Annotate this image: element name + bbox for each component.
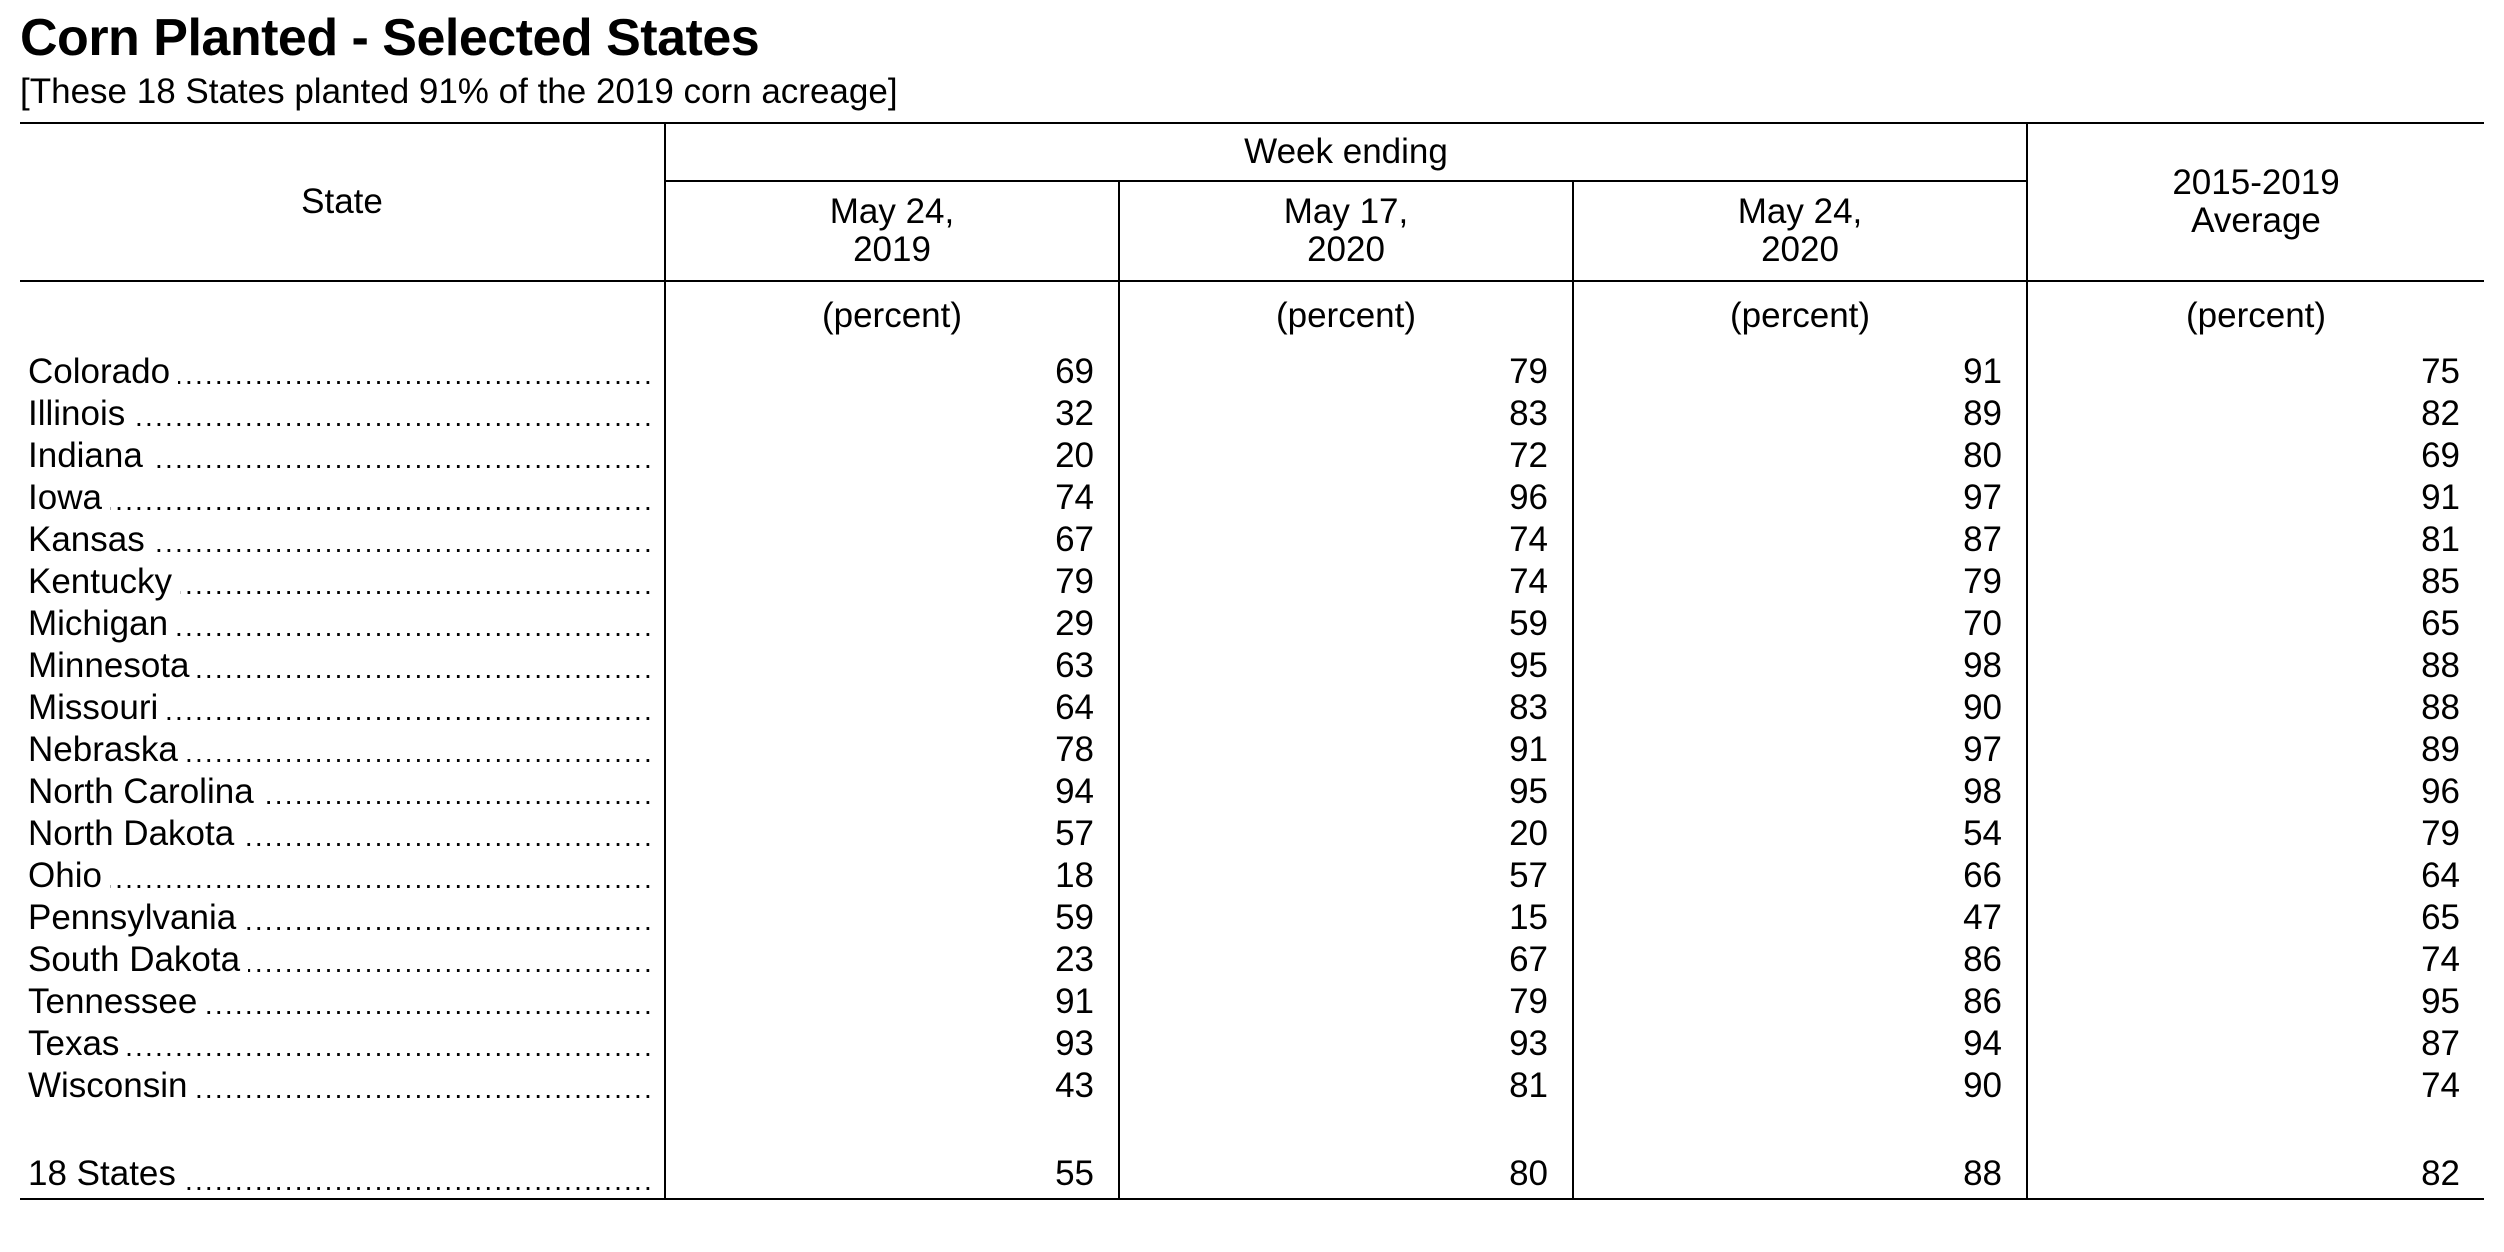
value-cell: 79 — [1119, 980, 1573, 1022]
table-row — [20, 854, 2484, 896]
value-cell: 90 — [1573, 1064, 2027, 1106]
value-cell: 65 — [2027, 896, 2484, 938]
unit-label: (percent) — [2027, 281, 2484, 350]
state-cell — [20, 812, 665, 854]
value-cell: 75 — [2027, 350, 2484, 392]
value-cell: 78 — [665, 728, 1119, 770]
state-column-header: State — [20, 123, 665, 281]
date-header-line1: May 24, — [829, 192, 955, 231]
value-cell: 29 — [665, 602, 1119, 644]
value-cell: 63 — [665, 644, 1119, 686]
state-name: Illinois — [28, 394, 133, 433]
unit-label: (percent) — [1119, 281, 1573, 350]
state-cell — [20, 644, 665, 686]
value-cell: 98 — [1573, 644, 2027, 686]
state-name: Michigan — [28, 604, 176, 643]
table-body — [20, 281, 2484, 1199]
spacer-cell — [1119, 1106, 1573, 1146]
state-cell — [20, 518, 665, 560]
value-cell: 93 — [1119, 1022, 1573, 1064]
date-header-line2: 2020 — [1761, 230, 1839, 269]
table-row — [20, 686, 2484, 728]
value-cell: 80 — [1119, 1146, 1573, 1199]
value-cell: 88 — [2027, 644, 2484, 686]
table-row — [20, 602, 2484, 644]
value-cell: 74 — [1119, 518, 1573, 560]
table-row — [20, 560, 2484, 602]
value-cell: 64 — [665, 686, 1119, 728]
table-row — [20, 980, 2484, 1022]
value-cell: 23 — [665, 938, 1119, 980]
table-row — [20, 1022, 2484, 1064]
table-row — [20, 728, 2484, 770]
page-title: Corn Planted - Selected States — [20, 9, 760, 67]
state-name: Iowa — [28, 478, 110, 517]
value-cell: 87 — [1573, 518, 2027, 560]
value-cell: 74 — [2027, 1064, 2484, 1106]
state-name: North Carolina — [28, 772, 262, 811]
value-cell: 91 — [2027, 476, 2484, 518]
week-ending-header: Week ending — [665, 123, 2027, 181]
state-cell — [20, 602, 665, 644]
value-cell: 79 — [2027, 812, 2484, 854]
unit-label: (percent) — [1573, 281, 2027, 350]
state-name: Kentucky — [28, 562, 180, 601]
value-cell: 86 — [1573, 980, 2027, 1022]
value-cell: 82 — [2027, 392, 2484, 434]
value-cell: 81 — [1119, 1064, 1573, 1106]
state-name: Ohio — [28, 856, 110, 895]
spacer-cell — [1573, 1106, 2027, 1146]
total-row — [20, 1146, 2484, 1199]
spacer-row — [20, 1106, 2484, 1146]
page-subtitle: [These 18 States planted 91% of the 2019 corn acreage] — [20, 72, 898, 111]
value-cell: 66 — [1573, 854, 2027, 896]
spacer-cell — [20, 1106, 665, 1146]
date-header-line1: May 24, — [1737, 192, 1863, 231]
table-row — [20, 392, 2484, 434]
date-column-header — [665, 181, 1119, 281]
value-cell: 67 — [1119, 938, 1573, 980]
spacer-cell — [665, 1106, 1119, 1146]
value-cell: 70 — [1573, 602, 2027, 644]
value-cell: 79 — [1119, 350, 1573, 392]
average-column-header — [2027, 123, 2484, 281]
value-cell: 57 — [1119, 854, 1573, 896]
unit-row — [20, 281, 2484, 350]
value-cell: 65 — [2027, 602, 2484, 644]
state-cell — [20, 854, 665, 896]
value-cell: 69 — [665, 350, 1119, 392]
value-cell: 55 — [665, 1146, 1119, 1199]
state-name: South Dakota — [28, 940, 248, 979]
value-cell: 82 — [2027, 1146, 2484, 1199]
value-cell: 96 — [2027, 770, 2484, 812]
value-cell: 15 — [1119, 896, 1573, 938]
value-cell: 64 — [2027, 854, 2484, 896]
state-cell — [20, 770, 665, 812]
value-cell: 43 — [665, 1064, 1119, 1106]
table-row — [20, 770, 2484, 812]
table-row — [20, 350, 2484, 392]
value-cell: 20 — [665, 434, 1119, 476]
state-cell — [20, 560, 665, 602]
value-cell: 74 — [665, 476, 1119, 518]
value-cell: 91 — [1573, 350, 2027, 392]
value-cell: 79 — [1573, 560, 2027, 602]
state-name: Pennsylvania — [28, 898, 244, 937]
average-header-line1: 2015-2019 — [2172, 163, 2340, 202]
value-cell: 74 — [2027, 938, 2484, 980]
state-name: 18 States — [28, 1154, 184, 1193]
value-cell: 96 — [1119, 476, 1573, 518]
value-cell: 69 — [2027, 434, 2484, 476]
state-name: Wisconsin — [28, 1066, 195, 1105]
value-cell: 89 — [2027, 728, 2484, 770]
value-cell: 91 — [1119, 728, 1573, 770]
date-header-line2: 2020 — [1307, 230, 1385, 269]
state-cell — [20, 728, 665, 770]
value-cell: 79 — [665, 560, 1119, 602]
state-name: North Dakota — [28, 814, 242, 853]
value-cell: 80 — [1573, 434, 2027, 476]
table-row — [20, 812, 2484, 854]
value-cell: 72 — [1119, 434, 1573, 476]
value-cell: 85 — [2027, 560, 2484, 602]
state-cell — [20, 434, 665, 476]
date-header-line2: 2019 — [853, 230, 931, 269]
state-name: Tennessee — [28, 982, 205, 1021]
state-name: Missouri — [28, 688, 166, 727]
state-cell — [20, 980, 665, 1022]
spacer-cell — [2027, 1106, 2484, 1146]
value-cell: 59 — [1119, 602, 1573, 644]
table-row — [20, 644, 2484, 686]
dot-leader — [28, 504, 654, 514]
value-cell: 97 — [1573, 728, 2027, 770]
value-cell: 20 — [1119, 812, 1573, 854]
state-cell — [20, 686, 665, 728]
state-cell — [20, 938, 665, 980]
value-cell: 59 — [665, 896, 1119, 938]
value-cell: 47 — [1573, 896, 2027, 938]
state-cell — [20, 392, 665, 434]
value-cell: 57 — [665, 812, 1119, 854]
value-cell: 87 — [2027, 1022, 2484, 1064]
value-cell: 97 — [1573, 476, 2027, 518]
state-name: Indiana — [28, 436, 151, 475]
value-cell: 89 — [1573, 392, 2027, 434]
state-cell — [20, 896, 665, 938]
state-cell — [20, 350, 665, 392]
value-cell: 54 — [1573, 812, 2027, 854]
value-cell: 94 — [1573, 1022, 2027, 1064]
value-cell: 83 — [1119, 392, 1573, 434]
table-row — [20, 1064, 2484, 1106]
state-cell — [20, 1022, 665, 1064]
state-cell — [20, 476, 665, 518]
average-header-line2: Average — [2191, 201, 2321, 240]
dot-leader — [28, 882, 654, 892]
value-cell: 90 — [1573, 686, 2027, 728]
value-cell: 18 — [665, 854, 1119, 896]
value-cell: 98 — [1573, 770, 2027, 812]
value-cell: 95 — [2027, 980, 2484, 1022]
unit-label: (percent) — [665, 281, 1119, 350]
state-name: Kansas — [28, 520, 153, 559]
value-cell: 81 — [2027, 518, 2484, 560]
value-cell: 91 — [665, 980, 1119, 1022]
value-cell: 88 — [1573, 1146, 2027, 1199]
state-name: Texas — [28, 1024, 127, 1063]
value-cell: 94 — [665, 770, 1119, 812]
state-cell — [20, 1064, 665, 1106]
value-cell: 83 — [1119, 686, 1573, 728]
value-cell: 67 — [665, 518, 1119, 560]
table-row — [20, 896, 2484, 938]
table-row — [20, 434, 2484, 476]
value-cell: 93 — [665, 1022, 1119, 1064]
value-cell: 74 — [1119, 560, 1573, 602]
value-cell: 95 — [1119, 770, 1573, 812]
state-name: Minnesota — [28, 646, 197, 685]
value-cell: 32 — [665, 392, 1119, 434]
value-cell: 95 — [1119, 644, 1573, 686]
corn-planted-table — [20, 122, 2484, 1200]
state-name: Colorado — [28, 352, 178, 391]
table-row — [20, 938, 2484, 980]
value-cell: 88 — [2027, 686, 2484, 728]
date-column-header — [1119, 181, 1573, 281]
date-column-header — [1573, 181, 2027, 281]
table-row — [20, 518, 2484, 560]
table-row — [20, 476, 2484, 518]
state-cell — [20, 1146, 665, 1199]
value-cell: 86 — [1573, 938, 2027, 980]
date-header-line1: May 17, — [1283, 192, 1409, 231]
state-name: Nebraska — [28, 730, 186, 769]
